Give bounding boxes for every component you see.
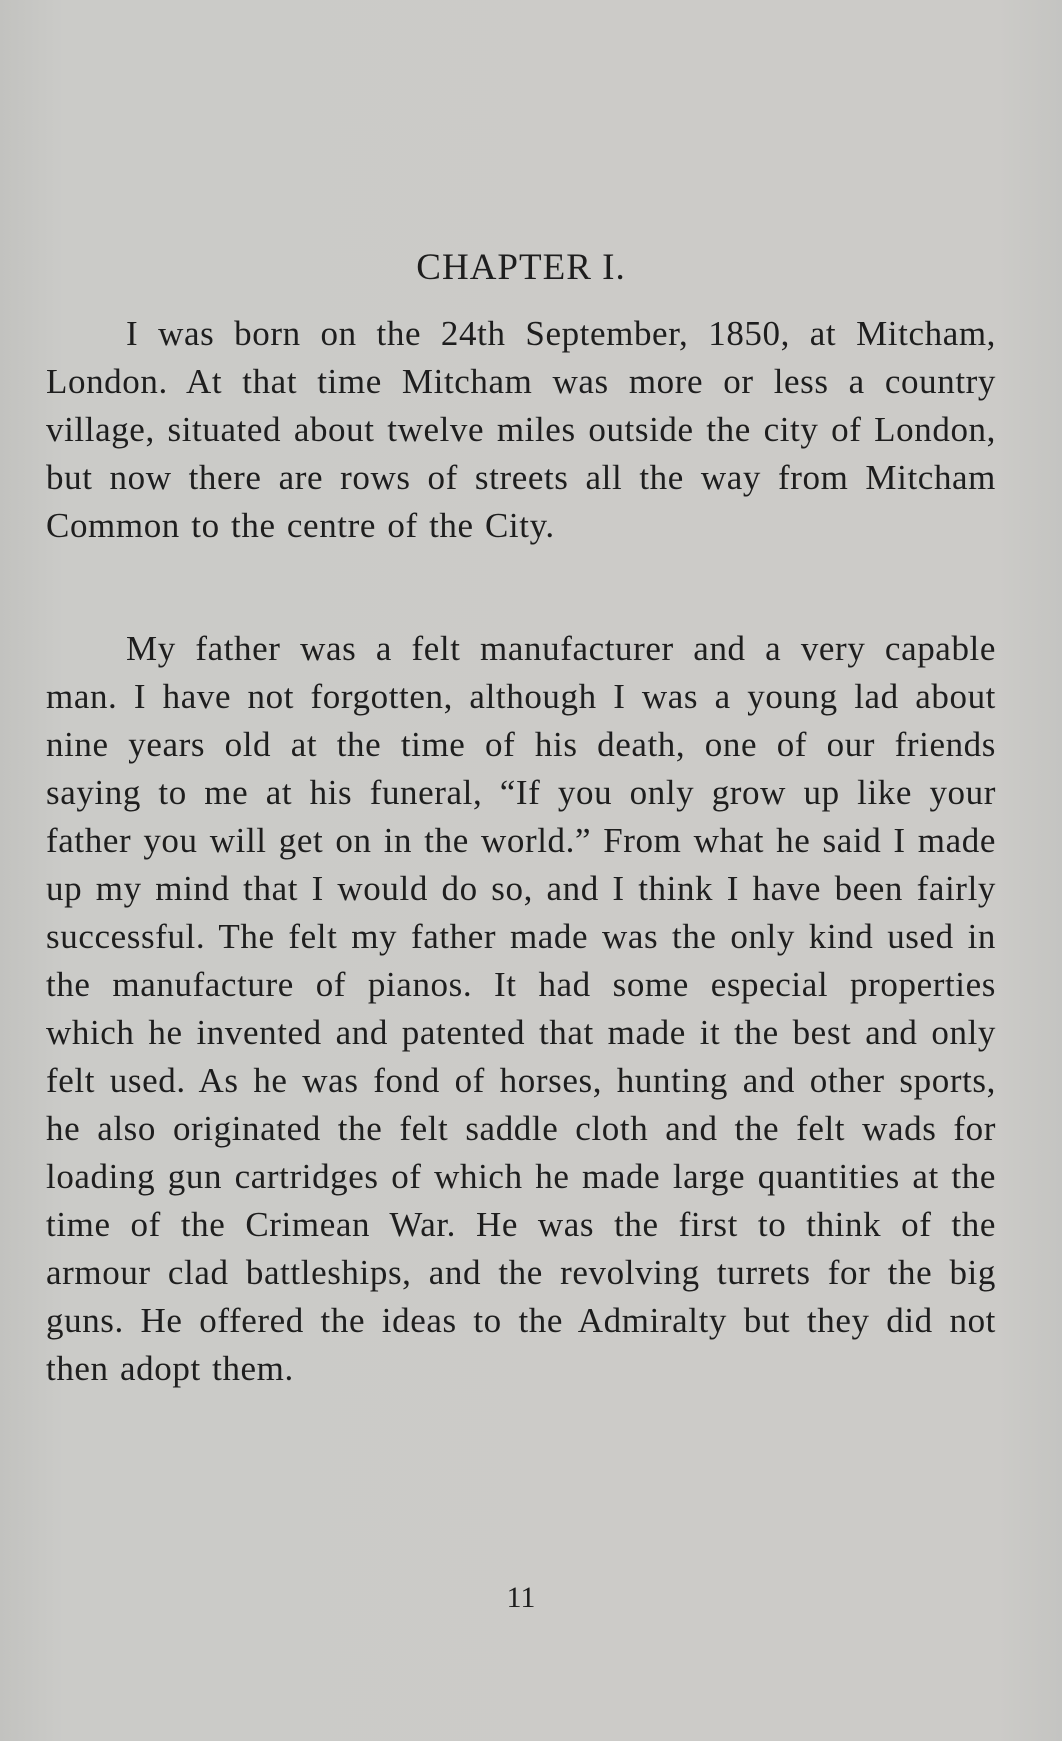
paragraph-2: My father was a felt manufacturer and a very capable man. I have not forgotten, although I was a young lad about nine years old at the time of his death, one of our friends saying to me at his funeral, “If you only grow up like your father you will get on in the world.” From what he said I made up my mind that I would do so, and I think I have been fairly successful. The felt my father made was the only kind used in the manufacture of pianos. It had some especial properties which he invented and patented that made it the best and only felt used. As he was fond of horses, hunting and other sports, he also originated the felt saddle cloth and the felt wads for loading gun cartridges of which he made large quantities at the time of the Crimean War. He was the first to think of the armour clad battleships, and the revolving turrets for the big guns. He offered the ideas to the Admiralty but they did not then adopt them. — [46, 629, 996, 1388]
paragraph-1: I was born on the 24th September, 1850, at Mitcham, London. At that time Mitcham was more or less a country village, situated about twelve miles outside the city of London, but now there are rows of streets all the way from Mitcham Common to the centre of the City. — [46, 314, 996, 545]
chapter-title: CHAPTER I. — [416, 247, 626, 288]
page-number: 11 — [506, 1581, 536, 1614]
